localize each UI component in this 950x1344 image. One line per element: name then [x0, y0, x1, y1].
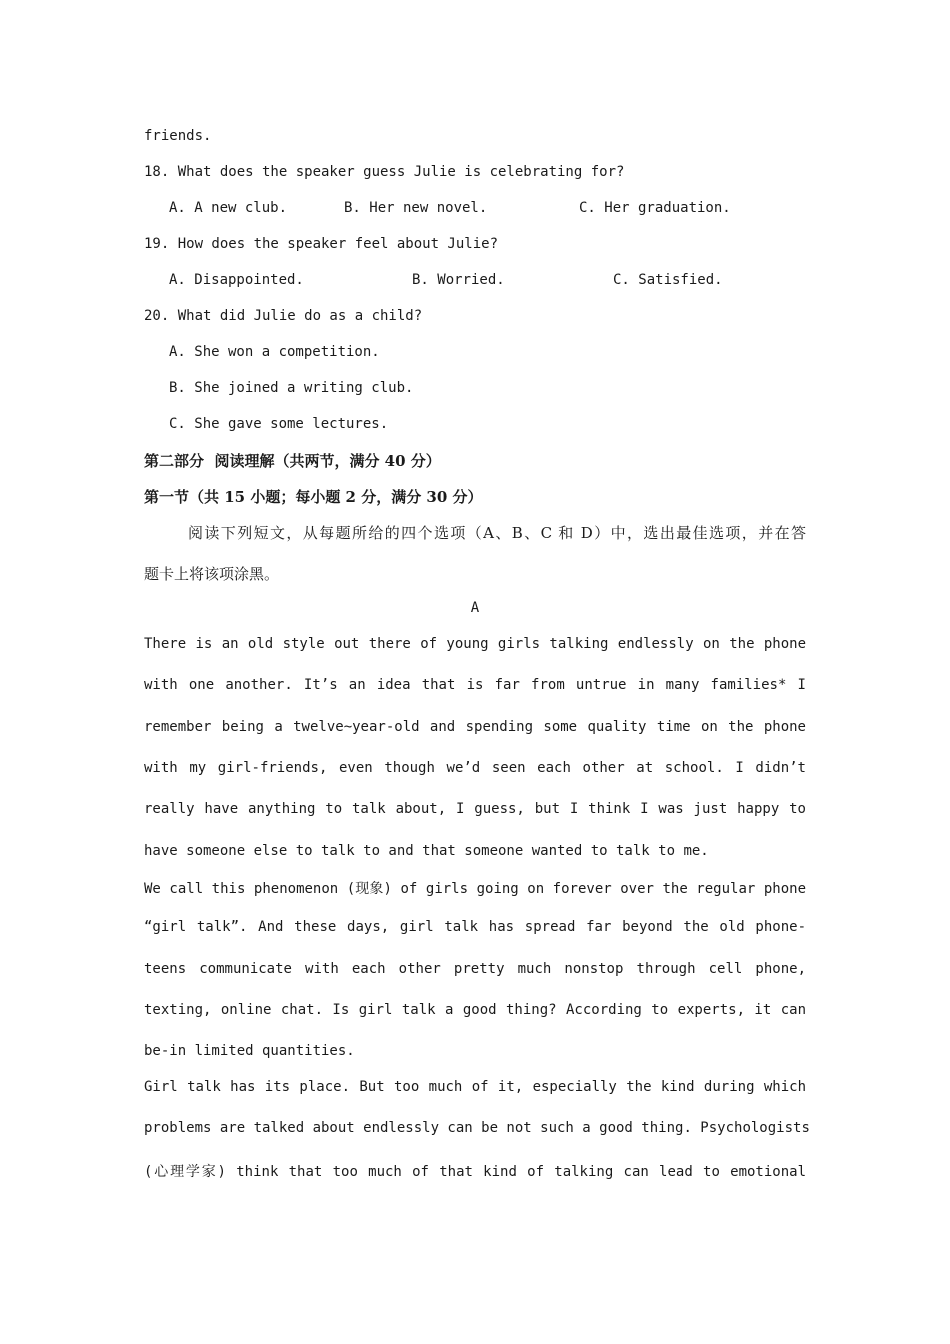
question-18-option-c: C. Her graduation.	[579, 200, 731, 216]
passage-line: “girl talk”. And these days, girl talk has spread far beyond the old phone-	[144, 919, 806, 935]
part-title: 第二部分 阅读理解（共两节，满分 40 分）	[144, 452, 441, 470]
instruction-line-1: 阅读下列短文，从每题所给的四个选项（A、B、C 和 D）中，选出最佳选项，并在答	[188, 524, 806, 542]
question-19-stem: 19. How does the speaker feel about Julie?	[144, 236, 499, 252]
question-18-option-a: A. A new club.	[169, 200, 288, 216]
passage-line: problems are talked about endlessly can be not such a good thing. Psychologists	[144, 1120, 810, 1136]
question-19-option-a: A. Disappointed.	[169, 272, 304, 288]
instruction-line-2: 题卡上将该项涂黑。	[144, 565, 280, 583]
question-20-stem: 20. What did Julie do as a child?	[144, 308, 423, 324]
question-20-option-c: C. She gave some lectures.	[169, 416, 389, 432]
passage-line: teens communicate with each other pretty much nonstop through cell phone,	[144, 961, 806, 977]
passage-line: (心理学家) think that too much of that kind of talking can lead to emotional	[144, 1164, 806, 1180]
question-20-option-b: B. She joined a writing club.	[169, 380, 414, 396]
passage-line: have someone else to talk to and that someone wanted to talk to me.	[144, 843, 709, 859]
passage-line: texting, online chat. Is girl talk a good thing? According to experts, it can	[144, 1002, 806, 1018]
passage-line: with one another. It’s an idea that is far from untrue in many families* I	[144, 677, 806, 693]
passage-line: really have anything to talk about, I guess, but I think I was just happy to	[144, 801, 806, 817]
carry-over-line: friends.	[144, 128, 212, 144]
passage-line: remember being a twelve~year-old and spending some quality time on the phone	[144, 719, 806, 735]
question-20-option-a: A. She won a competition.	[169, 344, 380, 360]
question-19-option-b: B. Worried.	[412, 272, 505, 288]
passage-line: We call this phenomenon (现象) of girls going on forever over the regular phone	[144, 881, 806, 897]
section-title: 第一节（共 15 小题；每小题 2 分，满分 30 分）	[144, 488, 483, 506]
passage-line: Girl talk has its place. But too much of it, especially the kind during which	[144, 1079, 806, 1095]
question-18-stem: 18. What does the speaker guess Julie is celebrating for?	[144, 164, 625, 180]
passage-line: There is an old style out there of young girls talking endlessly on the phone	[144, 636, 806, 652]
passage-line: be-in limited quantities.	[144, 1043, 355, 1059]
passage-line: with my girl-friends, even though we’d seen each other at school. I didn’t	[144, 760, 806, 776]
question-19-option-c: C. Satisfied.	[613, 272, 723, 288]
question-18-option-b: B. Her new novel.	[344, 200, 488, 216]
passage-label: A	[470, 600, 480, 616]
